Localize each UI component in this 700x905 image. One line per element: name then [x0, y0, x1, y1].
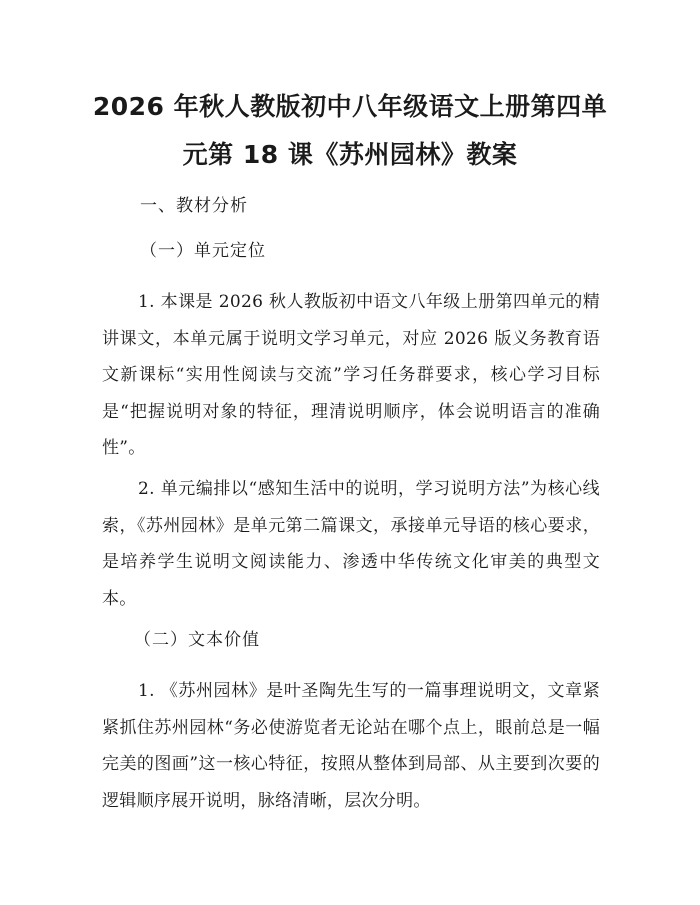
subsection-heading-text-value: （二）文本价值 — [134, 630, 260, 650]
paragraph-unit-positioning-1: 1. 本课是 2026 秋人教版初中语文八年级上册第四单元的精讲课文，本单元属于说明文学习单元，对应 2026 版义务教育语文新课标“实用性阅读与交流”学习任务群要求，核心学习目标是“把握说明对象的特征，理清说明顺序，体会说明语言的准确性”。 — [102, 292, 600, 458]
paragraph-text-value-1: 1. 《苏州园林》是叶圣陶先生写的一篇事理说明文，文章紧紧抓住苏州园林“务必使游览者无论站在哪个点上，眼前总是一幅完美的图画”这一核心特征，按照从整体到局部、从主要到次要的逻辑顺序展开说明，脉络清晰，层次分明。 — [102, 681, 600, 811]
paragraph-unit-positioning-2: 2. 单元编排以“感知生活中的说明，学习说明方法”为核心线索，《苏州园林》是单元第二篇课文，承接单元导语的核心要求，是培养学生说明文阅读能力、渗透中华传统文化审美的典型文本。 — [102, 479, 600, 609]
section-heading-textbook-analysis: 一、教材分析 — [140, 196, 248, 216]
subsection-heading-unit-positioning: （一）单元定位 — [140, 241, 266, 261]
document-title-line-1: 2026 年秋人教版初中八年级语文上册第四单 — [92, 92, 608, 121]
document-title-line-2: 元第 18 课《苏州园林》教案 — [182, 140, 518, 169]
